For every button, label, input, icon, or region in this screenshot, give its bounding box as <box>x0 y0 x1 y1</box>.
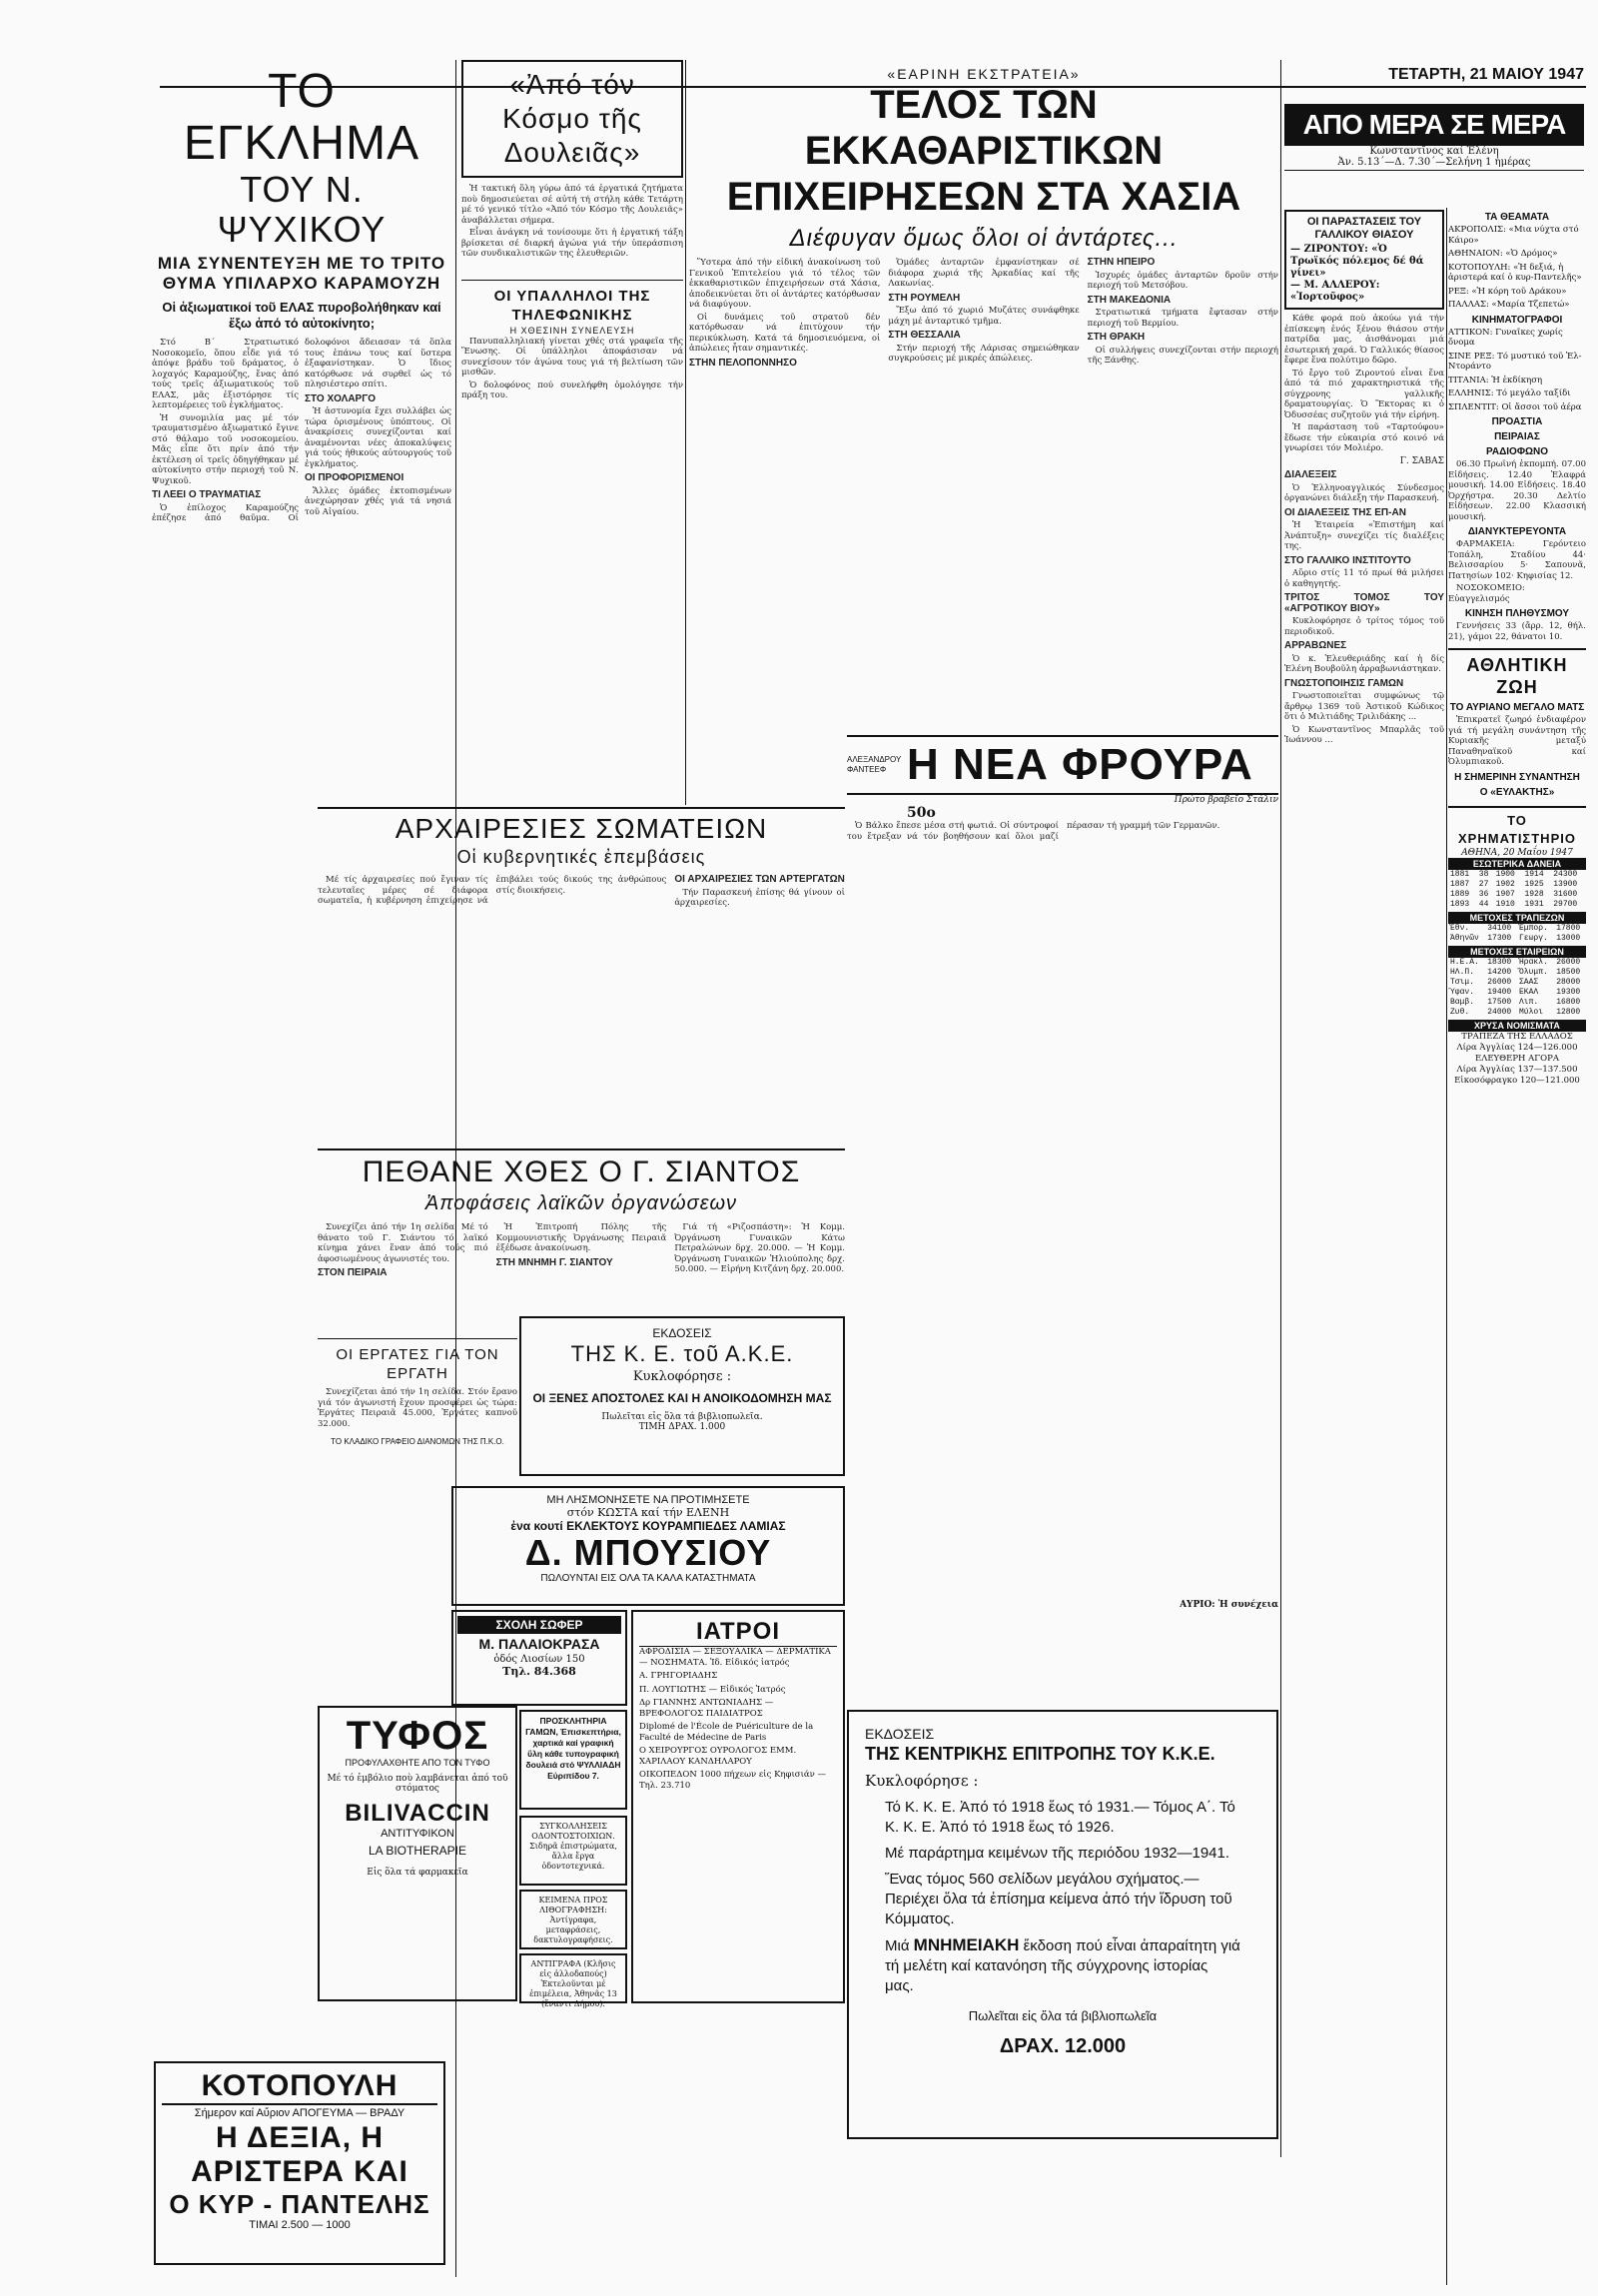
market-band: ΧΡΥΣΑ ΝΟΜΙΣΜΑΤΑ <box>1448 1020 1586 1032</box>
col6-subhead: ΠΕΙΡΑΙΑΣ <box>1494 431 1540 442</box>
crime-subhead: ΟΙ ΠΡΟΦΟΡΙΣΜΕΝΟΙ <box>305 472 404 483</box>
share-row-cell: 18300 <box>1487 957 1512 967</box>
main-subhead: ΣΤΗ ΘΕΣΣΑΛΙΑ <box>888 330 961 341</box>
gold-line: ΕΛΕΥΘΕΡΗ ΑΓΟΡΑ <box>1474 1053 1560 1064</box>
share-row-cell: Ζυθ. <box>1450 1007 1470 1017</box>
cinema-entry: ΣΠΛΕΝΤΙΤ: Οἱ ἄσσοι τοῦ ἀέρα <box>1448 401 1582 412</box>
dental-text: ΣΥΓΚΟΛΛΗΣΕΙΣ ΟΔΟΝΤΟΣΤΟΙΧΙΩΝ. Σιδηρᾶ ἐπιστρώματα, ἄλλα ἔργα ὀδοντοτεχνικά. <box>529 1822 617 1871</box>
kotopouli-play-line: Ο ΚΥΡ - ΠΑΝΤΕΛΗΣ <box>169 2189 430 2219</box>
share-row-cell: 17500 <box>1487 997 1512 1007</box>
share-row-cell: 14200 <box>1487 967 1512 977</box>
doctor-entry: Ο ΧΕΙΡΟΥΡΓΟΣ ΟΥΡΟΛΟΓΟΣ ΕΜΜ. ΧΑΡΙΛΑΟΥ ΚΑΝΔΗΛΑΡΟΥ <box>639 1746 797 1767</box>
doctors-list <box>639 1647 837 1791</box>
bank-row-cell: 17300 <box>1487 933 1512 943</box>
crime-title-1: ΤΟ ΕΓΚΛΗΜΑ <box>183 65 420 170</box>
typhus-ad <box>318 1706 517 2001</box>
ake-sale: Πωλεῖται εἰς ὅλα τά βιβλιοπωλεῖα. <box>601 1412 763 1422</box>
col5-subhead: ΑΡΡΑΒΩΝΕΣ <box>1284 640 1347 651</box>
crime-paragraph: Ἡ συνομιλία μας μέ τόν τραυματισμένο ἀξιωματικό ἔγινε στό θάλαμο τοῦ νοσοκομείου. Μᾶς εἶπε ὅτι πρίν ἀπό τήν ἐκτέλεση οἱ τρεῖς ὁδηγήθηκαν μέ αὐτοκίνητο στήν περιοχή τοῦ Ν. Ψυχικοῦ. <box>152 412 299 486</box>
elections-paragraph: Μέ τίς ἀρχαιρεσίες πού ἔγιναν τίς τελευταῖες μέρες σέ διάφορα σωματεῖα, ἡ κυβέρνηση ἐπιχείρησε νά ἐπιβάλει τούς δικούς της ἀνθρώπους στίς διοικήσεις. <box>318 875 667 906</box>
kke-description: Ἕνας τόμος 560 σελίδων μεγάλου σχήματος.— Περιέχει ὅλα τά ἐπίσημα κείμενα ἀπό τήν ἵδρυση τοῦ Κόμματος. <box>885 1871 1232 1927</box>
loan-row-cell: 1925 <box>1524 879 1544 889</box>
col6-subhead: ΔΙΑΝΥΚΤΕΡΕΥΟΝΤΑ <box>1467 526 1567 537</box>
elections-body <box>318 875 845 1125</box>
main-subhead: ΣΤΗ ΘΡΑΚΗ <box>1087 332 1146 343</box>
troupe-paragraph: Κάθε φορά ποὺ ἀκούω γιά τήν ἐπίσκεψη ἑνός ξένου θιάσου στήν πατρίδα μας, ἀισθάνομαι μιά ἐσωτερική χαρά. Ὁ Γαλλικός θίασος ἔφερε ἕνα πολύτιμο δῶρο. <box>1284 314 1444 366</box>
elections-paragraph: Τήν Παρασκευή ἐπίσης θά γίνουν οἱ ἀρχαιρεσίες. <box>674 887 845 908</box>
crime-subtitle: ΜΙΑ ΣΥΝΕΝΤΕΥΞΗ ΜΕ ΤΟ ΤΡΙΤΟ ΘΥΜΑ ΥΠΙΛΑΡΧΟ ΚΑΡΑΜΟΥΖΗ <box>157 254 446 293</box>
crime-paragraph: Ἡ ἀστυνομία ἔχει συλλάβει ὡς τώρα ὁρισμένους ὑπόπτους. Οἱ ἀνακρίσεις συνεχίζονται καί ἀναμένονται νέες ἀποκαλύψεις γιά τούς ἠθικούς αὐτουργούς τοῦ ἐγκλήματος. <box>305 406 451 469</box>
typhus-footer: Εἰς ὅλα τά φαρμακεῖα <box>367 1868 468 1878</box>
sun-times: Ἀν. 5.13΄—Δ. 7.30΄—Σελήνη 1 ἡμέρας <box>1284 157 1584 171</box>
loan-row-cell: 1928 <box>1524 889 1544 899</box>
main-paragraph: Οἱ δυνάμεις τοῦ στρατοῦ δέν κατόρθωσαν νά ἐπιτύχουν τήν περικύκλωση. Κατά τά δημοσιευόμενα, οἱ ἀπώλειες ἦταν σημαντικές. <box>689 312 881 354</box>
column-5 <box>1284 208 1444 2285</box>
loan-row-cell: 38 <box>1478 869 1489 879</box>
col6-subhead: ΠΡΟΑΣΤΙΑ <box>1491 416 1543 427</box>
siantos-paragraph: Ἡ Ἐπιτροπή Πόλης τῆς Κομμουνιστικῆς Ὀργάνωσης Πειραιᾶ ἐξέδωσε ἀνακοίνωση. <box>495 1222 667 1253</box>
issue-date: ΤΕΤΑΡΤΗ, 21 ΜΑΙΟΥ 1947 <box>1388 66 1584 83</box>
wedding-invitations-ad <box>519 1710 627 1810</box>
typhus-sub-product: ΑΝΤΙΤΥΦΙΚΟΝ <box>381 1828 454 1840</box>
main-paragraph: Ὕστερα ἀπό τήν εἰδική ἀνακοίνωση τοῦ Γενικοῦ Ἐπιτελείου γιά τό τέλος τῶν ἐκκαθαριστικῶν ἐπιχειρήσεων στά Χάσια, ἀποδεικνύεται ὅτι οἱ ἀντάρτες κατόρθωσαν νά διαφύγουν. <box>689 258 881 310</box>
bank-row <box>1448 924 1586 934</box>
col5-subhead: ΤΡΙΤΟΣ ΤΟΜΟΣ ΤΟΥ «ΑΓΡΟΤΙΚΟΥ ΒΙΟΥ» <box>1284 592 1444 614</box>
gold-line: ΤΡΑΠΕΖΑ ΤΗΣ ΕΛΛΑΔΟΣ <box>1461 1031 1573 1042</box>
loan-row-cell: 1931 <box>1524 899 1544 909</box>
loan-row-cell: 44 <box>1478 899 1489 909</box>
main-deck: Διέφυγαν ὅμως ὅλοι οἱ ἀντάρτες... <box>789 225 1179 252</box>
col5-subhead: ΔΙΑΛΕΞΕΙΣ <box>1284 469 1337 480</box>
french-troupe-item: — Μ. ΑΛΛΕΡΟΥ: «Ἰορτοῦφος» <box>1290 280 1380 303</box>
main-subhead: ΣΤΗ ΜΑΚΕΔΟΝΙΑ <box>1087 294 1172 306</box>
bank-row-cell: 13000 <box>1556 933 1581 943</box>
new-guard-body <box>847 821 1278 1600</box>
main-subhead: ΣΤΗ ΡΟΥΜΕΛΗ <box>888 292 961 304</box>
main-paragraph: Ἰσχυρές ὁμάδες ἀνταρτῶν δροῦν στήν περιοχή τοῦ Μετσόβου. <box>1087 270 1278 291</box>
kke-appendix: Μέ παράρτημα κειμένων τῆς περιόδου 1932—1941. <box>885 1845 1230 1862</box>
share-row-cell: 24000 <box>1487 1007 1512 1017</box>
crime-paragraph: Ἄλλες ὁμάδες ἐκτοπισμένων ἀνεχώρησαν χθές γιά τά νησιά τοῦ Αἰγαίου. <box>305 485 451 517</box>
col5-paragraph: Ὁ Κωνσταντῖνος Μπαρλᾶς τοῦ Ἰωάννου ... <box>1284 724 1444 745</box>
market-band: ΕΣΩΤΕΡΙΚΑ ΔΑΝΕΙΑ <box>1448 858 1586 870</box>
typhus-product: BILIVACCIN <box>345 1800 490 1827</box>
company-shares-table <box>1448 958 1586 1018</box>
lithography-text: ΚΕΙΜΕΝΑ ΠΡΟΣ ΛΙΘΟΓΡΑΦΗΣΗ: Ἀντίγραφα, μεταφράσεις, δακτυλογραφήσεις. <box>533 1896 613 1944</box>
share-row-cell: 19400 <box>1487 987 1512 997</box>
new-guard-author: ΑΛΕΞΑΝΔΡΟΥ ΦΑΝΤΕΕΦ <box>847 755 902 774</box>
workers-title: ΟΙ ΕΡΓΑΤΕΣ ΓΙΑ ΤΟΝ ΕΡΓΑΤΗ <box>318 1338 517 1383</box>
ake-publisher: ΤΗΣ Κ. Ε. τοῦ Α.Κ.Ε. <box>570 1341 794 1366</box>
col5-paragraph: Κυκλοφόρησε ὁ τρίτος τόμος τοῦ περιοδικοῦ. <box>1284 616 1444 637</box>
elections-title: ΑΡΧΑΙΡΕΣΙΕΣ ΣΩΜΑΤΕΙΩΝ <box>318 807 845 845</box>
theatre-listings <box>1448 225 1586 311</box>
loan-row <box>1448 880 1586 890</box>
troupe-paragraph: Τό ἔργο τοῦ Ζιροντού εἶναι ἕνα ἀπό τά πιό χαρακτηριστικά τῆς σύγχρονης γαλλικῆς δραματουργίας. Ὁ Ἕκτορας κι ὁ Ὀδυσσέας συζητοῦν γιά τήν εἰρήνη. <box>1284 368 1444 420</box>
bank-shares-table <box>1448 924 1586 944</box>
share-row-cell: Τσιμ. <box>1450 977 1475 987</box>
french-troupe-body <box>1284 314 1444 746</box>
ake-book-title: ΟΙ ΞΕΝΕΣ ΑΠΟΣΤΟΛΕΣ ΚΑΙ Η ΑΝΟΙΚΟΔΟΜΗΣΗ ΜΑΣ <box>532 1391 832 1405</box>
french-troupe-item: — ΖΙΡΟΝΤΟΥ: «Ὁ Τρωϊκός πόλεμος δέ θά γίνει» <box>1290 244 1424 279</box>
radio-body <box>1448 459 1586 522</box>
siantos-paragraph: Γιά τή «Ριζοσπάστη»: Ἡ Κομμ. Ὀργάνωση Γυναικῶν Κάτω Πετραλώνων δρχ. 20.000. — Ἡ Κομμ. Ὀργάνωση Γυναικῶν Ἡλιούπολης δρχ. 50.000. — Εἰρήνη Κιτζάνη δρχ. 20.000. <box>674 1222 845 1274</box>
loan-row-cell: 1902 <box>1495 879 1515 889</box>
workers-paragraph: Συνεχίζεται ἀπό τήν 1η σελίδα. Στόν ἔρανο γιά τόν ἀγωνιστή ἔχουν προσφέρει ὡς τώρα: Ἐργάτες Πειραιᾶ 45.000, Ἐργάτες καπνοῦ 32.000. <box>318 1387 517 1429</box>
share-row-cell: ΣΑΑΣ <box>1518 977 1539 987</box>
troupe-paragraph: Ἡ παράσταση τοῦ «Ταρτούφου» ἔδωσε τήν εὐκαιρία στό κοινό νά γνωρίσει τόν Μολιέρο. <box>1284 422 1444 453</box>
main-subhead: ΣΤΗΝ ΠΕΛΟΠΟΝΝΗΣΟ <box>689 357 797 369</box>
cinema-entry: ΣΙΝΕ ΡΕΞ: Τό μυστικό τοῦ Ἐλ-Ντοράντο <box>1448 351 1582 372</box>
share-row-cell: Ὄλυμπ. <box>1518 967 1548 977</box>
share-row <box>1448 998 1586 1008</box>
work-paragraph: Ἡ τακτική ὅλη γύρω ἀπό τά ἐργατικά ζητήματα ποὺ δημοσιεύεται σέ αὐτή τή στήλη κάθε Τετάρτη μέ τό γενικό τίτλο «Ἀπό τόν Κόσμο τῆς Δουλειᾶς» ἀναβάλλεται σήμερα. <box>461 184 683 226</box>
copies-text: ΑΝΤΙΓΡΑΦΑ (Κλῆσις εἰς ἀλλοδαπούς) Ἐκτελοῦνται μέ ἐπιμέλεια, Ἀθηνᾶς 13 (ἔναντι Δήμου). <box>529 1959 617 2008</box>
doctor-entry: ΑΦΡΟΔΙΣΙΑ — ΣΕΞΟΥΑΛΙΚΑ — ΔΕΡΜΑΤΙΚΑ — ΝΟΣΗΜΑΤΑ. Ἰδ. Εἰδικός ἰατρός <box>639 1647 831 1668</box>
typhus-title: ΤΥΦΟΣ <box>346 1714 489 1758</box>
bousiou-line: ΠΩΛΟΥΝΤΑΙ ΕΙΣ ΟΛΑ ΤΑ ΚΑΛΑ ΚΑΤΑΣΤΗΜΑΤΑ <box>540 1573 756 1584</box>
col6-subhead: ΚΙΝΗΣΗ ΠΛΗΘΥΣΜΟΥ <box>1464 608 1570 619</box>
telephone-headline: ΟΙ ΥΠΑΛΛΗΛΟΙ ΤΗΣ ΤΗΛΕΦΩΝΙΚΗΣ <box>461 280 683 325</box>
ake-price: ΤΙΜΗ ΔΡΑΧ. 1.000 <box>638 1422 726 1432</box>
theatre-entry: ΑΘΗΝΑΙΟΝ: «Ὁ Δρόμος» <box>1448 249 1558 259</box>
kke-publications-ad <box>847 1710 1278 2139</box>
cinema-entry: ΑΤΤΙΚΟΝ: Γυναῖκες χωρίς ὄνομα <box>1448 327 1563 348</box>
kke-monumental-c: ἔκδοση πού εἶναι ἀπαραίτητη γιά τή μελέτη καί κατανόηση τῆς σύγχρονης ἱστορίας μας. <box>885 1937 1240 1994</box>
driving-school-title: ΣΧΟΛΗ ΣΩΦΕΡ <box>457 1616 621 1634</box>
loan-row <box>1448 890 1586 900</box>
telephone-subhead: Η ΧΘΕΣΙΝΗ ΣΥΝΕΛΕΥΣΗ <box>509 325 635 336</box>
share-row-cell: Ἡρακλ. <box>1518 957 1548 967</box>
crime-deck: Οἱ ἀξιωματικοί τοῦ ΕΛΑΣ πυροβολήθηκαν καί ἔξω ἀπό τό αὐτοκίνητο; <box>162 300 441 331</box>
new-guard-header <box>847 735 1278 795</box>
loan-row-cell: 1881 <box>1450 869 1470 879</box>
theatre-entry: ΚΟΤΟΠΟΥΛΗ: «Ἡ δεξιά, ἡ ἀριστερά καί ὁ κυρ-Παντελῆς» <box>1448 262 1582 283</box>
bousiou-name: Δ. ΜΠΟΥΣΙΟΥ <box>524 1532 772 1573</box>
loan-row-cell: 36 <box>1478 889 1489 899</box>
share-row-cell: 18500 <box>1556 967 1581 977</box>
work-world-title: «Ἀπό τόν Κόσμο τῆς Δουλειᾶς» <box>502 69 642 168</box>
driving-school-phone: Τηλ. 84.368 <box>502 1665 576 1678</box>
siantos-subhead: ΣΤΟΝ ΠΕΙΡΑΙΑ <box>318 1267 388 1278</box>
share-row-cell: 26000 <box>1556 957 1581 967</box>
theatre-entry: ΑΚΡΟΠΟΛΙΣ: «Μια νύχτα στό Κάιρο» <box>1448 225 1579 246</box>
sports-subhead: ΤΟ ΑΥΡΙΑΝΟ ΜΕΓΑΛΟ ΜΑΤΣ <box>1449 702 1585 713</box>
new-guard-subtitle: Πρώτο βραβεῖο Στάλιν <box>1174 795 1278 805</box>
loan-row-cell: 1889 <box>1450 889 1470 899</box>
driving-school-name: Μ. ΠΑΛΑΙΟΚΡΑΣΑ <box>478 1636 600 1652</box>
col5-paragraph: Ἡ Ἑταιρεία «Ἐπιστήμη καί Ἀνάπτυξη» συνεχίζει τίς διαλέξεις της. <box>1284 520 1444 551</box>
loan-row-cell: 1900 <box>1495 869 1515 879</box>
crime-title-2: ΤΟΥ Ν. ΨΥΧΙΚΟΥ <box>217 169 387 250</box>
loan-row-cell: 1893 <box>1450 899 1470 909</box>
share-row-cell: ΕΚΑΛ <box>1518 987 1539 997</box>
driving-school-address: ὁδός Λιοσίων 150 <box>493 1654 585 1665</box>
new-guard-serial <box>847 735 1278 1610</box>
doctor-entry: Diplomé de l'École de Puériculture de la Faculté de Médecine de Paris <box>639 1722 814 1743</box>
work-world-box <box>461 60 683 178</box>
gold-line: Εἰκοσόφραγκο 120—121.000 <box>1454 1075 1580 1086</box>
sports-paragraph: Ἐπικρατεῖ ζωηρό ἐνδιαφέρον γιά τή μεγάλη συνάντηση τῆς Κυριακῆς μεταξύ Παναθηναϊκοῦ καί Ὀλυμπιακοῦ. <box>1448 715 1586 767</box>
kke-monumental-b: ΜΝΗΜΕΙΑΚΗ <box>913 1935 1020 1954</box>
share-row-cell: 26000 <box>1487 977 1512 987</box>
main-paragraph: Ὁμάδες ἀνταρτῶν ἐμφανίστηκαν σέ διάφορα χωριά τῆς Ἀρκαδίας καί τῆς Λακωνίας. <box>888 258 1080 289</box>
doctor-entry: Α. ΓΡΗΓΟΡΙΑΔΗΣ <box>639 1671 718 1681</box>
french-troupe-title: ΟΙ ΠΑΡΑΣΤΑΣΕΙΣ ΤΟΥ ΓΑΛΛΙΚΟΥ ΘΙΑΣΟΥ <box>1306 216 1422 241</box>
new-guard-paragraph: Ὁ Βάλκο ἔπεσε μέσα στή φωτιά. Οἱ σύντροφοί του ἔτρεξαν νά τόν βοηθήσουν καί ὅλοι μαζί πέρασαν τή γραμμή τῶν Γερμανῶν. <box>847 821 1220 842</box>
share-row-cell: 12800 <box>1556 1007 1581 1017</box>
share-row <box>1448 978 1586 988</box>
share-row-cell: 19300 <box>1556 987 1581 997</box>
pharmacies-body <box>1448 539 1586 604</box>
bank-row-cell: Ἐμπορ. <box>1518 923 1548 933</box>
kotopouli-play-line: Η ΔΕΞΙΑ, Η <box>215 2121 385 2154</box>
kke-publisher: ΤΗΣ ΚΕΝΤΡΙΚΗΣ ΕΠΙΤΡΟΠΗΣ ΤΟΥ Κ.Κ.Ε. <box>865 1744 1215 1764</box>
main-paragraph: Στήν περιοχή τῆς Λάρισας σημειώθηκαν συγκρούσεις μέ μικρές ἀπώλειες. <box>888 343 1080 364</box>
kotopouli-theatre-ad <box>154 2061 445 2265</box>
doctors-title: ΙΑΤΡΟΙ <box>639 1618 837 1647</box>
lithography-ad <box>519 1890 627 1949</box>
workers-footer: ΤΟ ΚΛΑΔΙΚΟ ΓΡΑΦΕΙΟ ΔΙΑΝΟΜΩΝ ΤΗΣ Π.Κ.Ο. <box>331 1437 504 1446</box>
share-row-cell: ΗΛ.Π. <box>1450 967 1475 977</box>
wedding-invitations-text: ΠΡΟΣΚΛΗΤΗΡΙΑ ΓΑΜΩΝ, Ἐπισκεπτήρια, χαρτικά καί γραφική ὕλη κάθε τυπογραφική δουλειά στό ΨΥΛΛΙΑΔΗ Εὐριπίδου 7. <box>525 1716 621 1781</box>
theatre-entry: ΡΕΞ: «Ἡ κόρη τοῦ Δράκου» <box>1448 286 1567 297</box>
main-paragraph: Στρατιωτικά τμήματα ἔφτασαν στήν περιοχή τοῦ Βερμίου. <box>1087 308 1278 329</box>
campaign-label: «ΕΑΡΙΝΗ ΕΚΣΤΡΑΤΕΙΑ» <box>887 66 1081 82</box>
bousiou-line: ΜΗ ΛΗΣΜΟΝΗΣΕΤΕ ΝΑ ΠΡΟΤΙΜΗΣΕΤΕ <box>546 1494 750 1506</box>
sports-subhead: Ο «ΕΥΛΑΚΤΗΣ» <box>1479 786 1555 798</box>
column-6 <box>1448 208 1586 2285</box>
col5-paragraph: Αὔριο στίς 11 τό πρωί θά μιλήσει ὁ καθηγητής. <box>1284 568 1444 589</box>
kke-monumental <box>885 1935 1240 1996</box>
french-troupe-box <box>1284 210 1444 310</box>
bank-row-cell: Ἐθν. <box>1450 923 1470 933</box>
ake-heading: ΕΚΔΟΣΕΙΣ <box>652 1326 712 1340</box>
loan-row-cell: 29700 <box>1553 899 1578 909</box>
share-row-cell: 28000 <box>1556 977 1581 987</box>
main-subhead: ΣΤΗΝ ΗΠΕΙΡΟ <box>1087 257 1156 268</box>
stock-exchange-date: ΑΘΗΝΑ, 20 Μαΐου 1947 <box>1461 847 1573 858</box>
kke-sale: Πωλεῖται εἰς ὅλα τά βιβλιοπωλεῖα <box>968 2008 1158 2023</box>
siantos-paragraph: Συνεχίζει ἀπό τήν 1η σελίδα. Μέ τό θάνατο τοῦ Γ. Σιάντου τό λαϊκό κίνημα χάνει ἕναν ἀπό τούς πιό ἀφοσιωμένους ἀγωνιστές του. <box>318 1222 488 1264</box>
col5-paragraph: Ὁ κ. Ἐλευθεριάδης καί ἡ δίς Ἑλένη Βουβοῦλη ἀρραβωνιάστηκαν. <box>1284 653 1444 674</box>
share-row-cell: Ὕφαν. <box>1450 987 1475 997</box>
main-paragraph: Οἱ συλλήψεις συνεχίζονται στήν περιοχή τῆς Ξάνθης. <box>1087 345 1278 366</box>
dental-ad <box>519 1816 627 1886</box>
bank-row-cell: 17800 <box>1556 923 1581 933</box>
main-story-body <box>689 258 1278 807</box>
column-rule <box>1446 208 1447 2285</box>
share-row <box>1448 988 1586 998</box>
population-body <box>1448 621 1586 642</box>
siantos-block <box>318 1148 845 1342</box>
main-paragraph: Ἔξω ἀπό τό χωριό Μυζάτες συνάφθηκε μάχη μέ ἀνταρτικό τμῆμα. <box>888 306 1080 327</box>
share-row <box>1448 1008 1586 1018</box>
bousiou-line: στόν ΚΩΣΤΑ καί τήν ΕΛΕΝΗ <box>566 1506 730 1519</box>
siantos-subhead: ΣΤΗ ΜΝΗΜΗ Γ. ΣΙΑΝΤΟΥ <box>495 1256 613 1268</box>
share-row-cell: Λιπ. <box>1518 997 1539 1007</box>
work-world-body <box>461 184 683 260</box>
cinema-entry: ΤΙΤΑΝΙΑ: Ἡ ἐκδίκηση <box>1448 375 1543 385</box>
elections-subhead: ΟΙ ΑΡΧΑΙΡΕΣΙΕΣ ΤΩΝ ΑΡΤΕΡΓΑΤΩΝ <box>674 874 845 885</box>
typhus-subtitle: ΠΡΟΦΥΛΑΧΘΗΤΕ ΑΠΟ ΤΟΝ ΤΥΦΟ <box>345 1758 490 1768</box>
copies-ad <box>519 1953 627 2008</box>
col6-subhead: ΚΙΝΗΜΑΤΟΓΡΑΦΟΙ <box>1471 314 1563 326</box>
name-day: Κωνσταντῖνος καί Ἑλένη <box>1369 146 1499 157</box>
cinema-entry: ΕΛΛΗΝΙΣ: Τό μεγάλο ταξίδι <box>1448 388 1571 398</box>
market-band: ΜΕΤΟΧΕΣ ΤΡΑΠΕΖΩΝ <box>1448 912 1586 924</box>
loan-row-cell: 1887 <box>1450 879 1470 889</box>
pharmacies-paragraph: ΦΑΡΜΑΚΕΙΑ: Γερόντειο Τοπάλη, Σταδίου 44· Βελισσαρίου 5· Σαπουνᾶ, Πατησίων 102· Κηφισίας 12. <box>1448 539 1586 581</box>
population-paragraph: Γεννήσεις 33 (ἄρρ. 12, θήλ. 21), γάμοι 22, θάνατοι 10. <box>1448 621 1586 642</box>
doctor-entry: ΟΙΚΟΠΕΔΟΝ 1000 πήχεων εἰς Κηφισιάν — Τηλ. 23.710 <box>639 1770 827 1791</box>
share-row-cell: 16800 <box>1556 997 1581 1007</box>
loan-row <box>1448 900 1586 910</box>
loan-row-cell: 13900 <box>1553 879 1578 889</box>
market-band: ΜΕΤΟΧΕΣ ΕΤΑΙΡΕΙΩΝ <box>1448 946 1586 958</box>
sports-subhead: Η ΣΗΜΕΡΙΝΗ ΣΥΝΑΝΤΗΣΗ <box>1454 771 1580 783</box>
crime-paragraph: Στό Β΄ Στρατιωτικό Νοσοκομεῖο, ὅπου εἶδε γιά τό ἀπόψε βράδυ τοῦ δράματος, ὁ λοχαγός Καραμούζης, ἔνας ἀπό τούς τρεῖς ἀξιωματικούς τοῦ ΕΛΑΣ, μᾶς ἐξιστόρησε τίς λεπτομέρειες τοῦ ἐγκλήματος. <box>152 338 299 410</box>
troupe-signature: Γ. ΣΑΒΑΣ <box>1399 455 1444 466</box>
hospital-paragraph: ΝΟΣΟΚΟΜΕΙΟ: Εὐαγγελισμός <box>1448 583 1525 604</box>
col5-subhead: ΓΝΩΣΤΟΠΟΙΗΣΙΣ ΓΑΜΩΝ <box>1284 677 1404 689</box>
loan-row-cell: 24300 <box>1553 869 1578 879</box>
kotopouli-name: ΚΟΤΟΠΟΥΛΗ <box>162 2069 437 2105</box>
ake-publications-ad <box>519 1316 845 1476</box>
column-rule <box>455 60 456 2277</box>
bousiou-line: ἐνα κουτί ΕΚΛΕΚΤΟΥΣ ΚΟΥΡΑΜΠΙΕΔΕΣ ΛΑΜΙΑΣ <box>510 1519 786 1533</box>
bousiou-ad <box>451 1486 845 1606</box>
driving-school-ad <box>451 1610 627 1706</box>
col6-subhead: ΡΑΔΙΟΦΩΝΟ <box>1485 446 1549 457</box>
siantos-title: ΠΕΘΑΝΕ ΧΘΕΣ Ο Γ. ΣΙΑΝΤΟΣ <box>318 1148 845 1190</box>
gold-line: Λίρα Ἀγγλίας 124—126.000 <box>1456 1042 1578 1053</box>
col6-subhead: ΤΑ ΘΕΑΜΑΤΑ <box>1484 212 1550 223</box>
bank-row <box>1448 934 1586 944</box>
column-rule <box>685 60 686 805</box>
kotopouli-prices: ΤΙΜΑΙ 2.500 — 1000 <box>249 2219 351 2231</box>
workers-body <box>318 1387 517 1429</box>
kke-circulated: Κυκλοφόρησε : <box>865 1772 979 1790</box>
share-row-cell: Η.Ε.Α. <box>1450 957 1479 967</box>
loan-row-cell: 31600 <box>1553 889 1578 899</box>
loan-row-cell: 27 <box>1478 879 1489 889</box>
crime-paragraph: Ὁ ἐπίλοχος Καραμούζης ἐπέζησε ἀπό θαῦμα. Οἱ δολοφόνοι ἄδειασαν τά ὅπλα τους ἐπάνω τους καί ὕστερα ἐξαφανίστηκαν. Ὁ ἴδιος κατόρθωσε νά συρθεῖ ὡς τό πλησιέστερο σπίτι. <box>152 338 451 523</box>
work-paragraph: Εἶναι ἀνάγκη νά τονίσουμε ὅτι ἡ ἐργατική τάξη βρίσκεται σέ διαρκή ἀγώνα γιά τήν ὑπεράσπιση τῶν συνδικαλιστικῶν της ἐλευθεριῶν. <box>461 228 683 259</box>
telephone-paragraph: Πανυπαλληλιακή γίνεται χθές στά γραφεῖα τῆς Ἕνωσης. Οἱ ὑπάλληλοι ἀποφάσισαν νά συνεχίσουν τόν ἀγώνα τους γιά τή βελτίωση τῶν μισθῶν. <box>461 336 683 378</box>
col5-subhead: ΣΤΟ ΓΑΛΛΙΚΟ ΙΝΣΤΙΤΟΥΤΟ <box>1284 554 1411 566</box>
typhus-maker: LA BIOTHERAPIE <box>368 1844 467 1858</box>
stock-exchange-title: ΤΟ ΧΡΗΜΑΤΙΣΤΗΡΙΟ <box>1448 806 1586 848</box>
sports-body <box>1448 715 1586 768</box>
ake-circulated: Κυκλοφόρησε : <box>632 1369 732 1384</box>
kke-monumental-a: Μιά <box>885 1937 914 1954</box>
elections-deck: Οἱ κυβερνητικές ἐπεμβάσεις <box>456 847 706 867</box>
telephone-body <box>461 337 683 401</box>
theatre-entry: ΠΑΛΛΑΣ: «Μαρία Τζεπετώ» <box>1448 300 1570 310</box>
share-row <box>1448 958 1586 968</box>
doctor-entry: Π. ΛΟΥΓΙΩΤΗΣ — Εἰδικός Ἰατρός <box>639 1684 786 1695</box>
doctors-ads <box>631 1610 845 2003</box>
new-guard-episode: 50ο <box>907 805 936 821</box>
bank-row-cell: Ἀθηνῶν <box>1450 933 1479 943</box>
col5-subhead: ΟΙ ΔΙΑΛΕΞΕΙΣ ΤΗΣ ΕΠ-ΑΝ <box>1284 506 1406 518</box>
sports-title: ΑΘΛΗΤΙΚΗ ΖΩΗ <box>1448 648 1586 698</box>
kke-price: ΔΡΑΧ. 12.000 <box>999 2035 1127 2057</box>
col5-paragraph: Ὁ Ἐλληνοαγγλικός Σύνδεσμος ὀργανώνει διάλεξη τήν Παρασκευή. <box>1284 482 1444 503</box>
crime-subhead: ΤΙ ΛΕΕΙ Ο ΤΡΑΥΜΑΤΙΑΣ <box>152 489 262 500</box>
loan-row-cell: 1907 <box>1495 889 1515 899</box>
doctor-entry: Δρ ΓΙΑΝΝΗΣ ΑΝΤΩΝΙΑΔΗΣ — ΒΡΕΦΟΛΟΓΟΣ ΠΑΙΔΙΑΤΡΟΣ <box>639 1698 774 1719</box>
typhus-body: Μέ τό ἐμβόλιο ποὺ λαμβάνεται ἀπό τοῦ στόματος <box>327 1774 508 1794</box>
bank-row-cell: 34100 <box>1487 923 1512 933</box>
loans-table <box>1448 870 1586 910</box>
siantos-deck: Ἀποφάσεις λαϊκῶν ὀργανώσεων <box>424 1192 738 1214</box>
bank-row-cell: Γεωργ. <box>1518 933 1548 943</box>
col5-paragraph: Γνωστοποιεῖται συμφώνως τῷ ἄρθρῳ 1369 τοῦ Ἀστικοῦ Κώδικος ὅτι ὁ Μιλτιάδης Τριλιδάκης ... <box>1284 691 1444 722</box>
kotopouli-play-line: ΑΡΙΣΤΕΡΑ ΚΑΙ <box>191 2155 408 2188</box>
cinema-listings <box>1448 328 1586 413</box>
column-rule <box>1280 60 1281 2157</box>
main-title-line: ΕΠΙΧΕΙΡΗΣΕΩΝ ΣΤΑ ΧΑΣΙΑ <box>726 175 1241 219</box>
loan-row-cell: 1910 <box>1495 899 1515 909</box>
kotopouli-times: Σήμερον καί Αὔριον ΑΠΟΓΕΥΜΑ — ΒΡΑΔΥ <box>194 2107 405 2119</box>
kke-volume: Τό Κ. Κ. Ε. Ἀπό τό 1918 ἕως τό 1931.— Τόμος Α΄. Τό Κ. Κ. Ε. Ἀπό τό 1918 ἕως τό 1926. <box>885 1799 1235 1836</box>
radio-paragraph: 06.30 Πρωϊνή ἐκπομπή. 07.00 Εἰδήσεις. 12.40 Ἐλαφρά μουσική. 14.00 Εἰδήσεις. 18.40 Ὀρχήστρα. 20.30 Δελτίο Εἰδήσεων. 22.00 Κλασσική μουσική. <box>1448 459 1586 522</box>
main-story <box>689 66 1278 807</box>
new-guard-title: Η ΝΕΑ ΦΡΟΥΡΑ <box>907 740 1253 789</box>
loan-row-cell: 1914 <box>1524 869 1544 879</box>
share-row-cell: Μύλοι <box>1518 1007 1543 1017</box>
share-row <box>1448 968 1586 978</box>
loan-row <box>1448 870 1586 880</box>
crime-subhead: ΣΤΟ ΧΟΛΑΡΓΟ <box>305 392 377 404</box>
day-to-day-banner: ΑΠΟ ΜΕΡΑ ΣΕ ΜΕΡΑ <box>1284 104 1584 146</box>
telephone-paragraph: Ὁ δολοφόνος πού συνελήφθη ὁμολόγησε τήν πράξη του. <box>461 380 683 400</box>
kke-heading: ΕΚΔΟΣΕΙΣ <box>865 1726 935 1742</box>
main-title-line: ΤΕΛΟΣ ΤΩΝ ΕΚΚΑΘΑΡΙΣΤΙΚΩΝ <box>804 83 1164 173</box>
share-row-cell: Βαμβ. <box>1450 997 1475 1007</box>
gold-line: Λίρα Ἀγγλίας 137—137.500 <box>1456 1064 1578 1075</box>
new-guard-continued: ΑΥΡΙΟ: Ἡ συνέχεια <box>1180 1600 1278 1610</box>
elections-block <box>318 807 845 1125</box>
